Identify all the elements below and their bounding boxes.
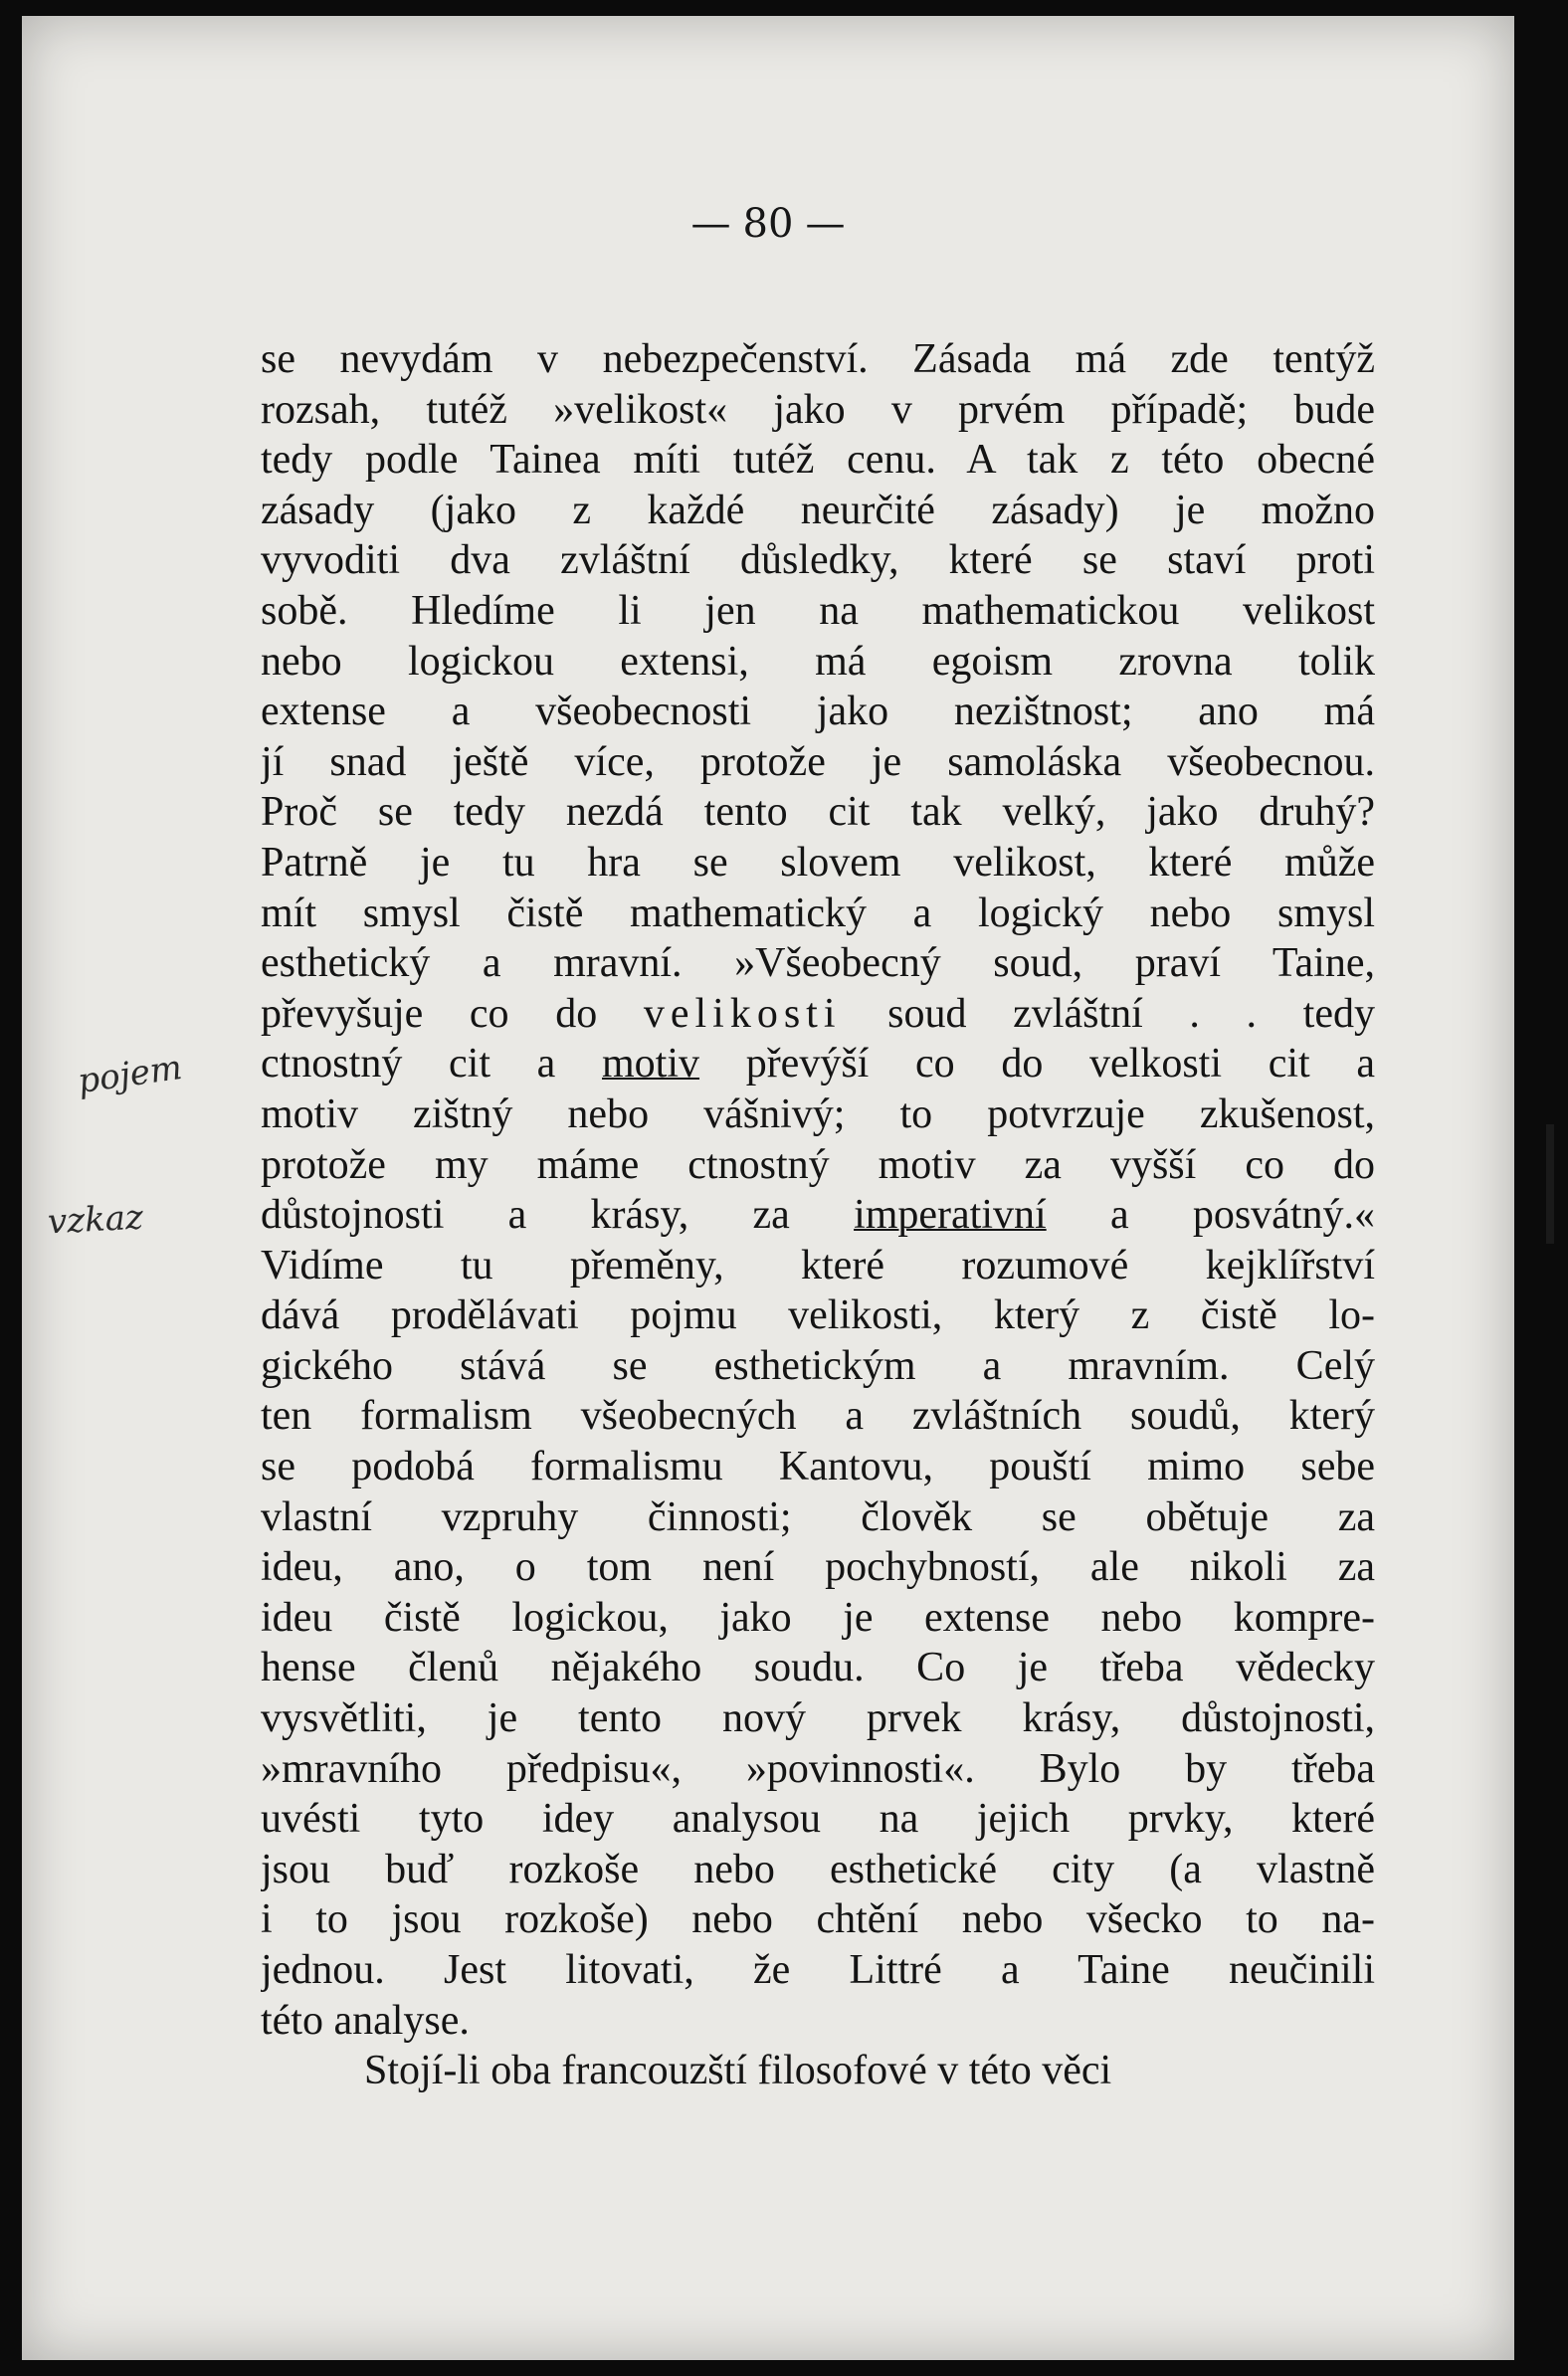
scan-edge-mark bbox=[1546, 1124, 1554, 1244]
text-line: se podobá formalismu Kantovu, pouští mimo sebe bbox=[261, 1444, 1375, 1490]
text-line: nebo logickou extensi, má egoism zrovna tolik bbox=[261, 638, 1375, 685]
text-line: ten formalism všeobecných a zvláštních soudů, který bbox=[261, 1393, 1375, 1440]
text-line: Patrně je tu hra se slovem velikost, které může bbox=[261, 839, 1375, 886]
text-line: dává prodělávati pojmu velikosti, který z čistě lo- bbox=[261, 1292, 1375, 1339]
page-number-dash-right: — bbox=[805, 201, 846, 247]
text-segment: převýší co do velkosti cit a bbox=[699, 1041, 1375, 1088]
page-number bbox=[22, 201, 1514, 247]
text-line bbox=[261, 1039, 1375, 1089]
text-line: Stojí-li oba francouzští filosofové v této věci bbox=[364, 2048, 1112, 2094]
text-line: této analyse. bbox=[261, 1997, 470, 2044]
text-line: vysvětliti, je tento nový prvek krásy, důstojnosti, bbox=[261, 1695, 1375, 1742]
text-line: uvésti tyto idey analysou na jejich prvky, které bbox=[261, 1796, 1375, 1843]
text-segment: a posvátný.« bbox=[1046, 1192, 1375, 1239]
text-line bbox=[261, 1190, 1375, 1241]
body-text bbox=[261, 334, 1375, 2096]
text-line: sobě. Hledíme li jen na mathematickou velikost bbox=[261, 587, 1375, 634]
text-line: vyvoditi dva zvláštní důsledky, které se staví proti bbox=[261, 537, 1375, 584]
text-line: extense a všeobecnosti jako nezištnost; ano má bbox=[261, 689, 1375, 735]
text-line: Proč se tedy nezdá tento cit tak velký, jako druhý? bbox=[261, 789, 1375, 836]
text-line: gického stává se esthetickým a mravním. Celý bbox=[261, 1342, 1375, 1389]
text-line: esthetický a mravní. »Všeobecný soud, praví Taine, bbox=[261, 940, 1375, 987]
margin-handwritten-note-2: vzkaz bbox=[47, 1197, 144, 1243]
text-line: rozsah, tutéž »velikost« jako v prvém případě; bude bbox=[261, 386, 1375, 433]
text-line: protože my máme ctnostný motiv za vyšší co do bbox=[261, 1141, 1375, 1188]
text-segment: ctnostný cit a bbox=[261, 1041, 602, 1088]
text-line: zásady (jako z každé neurčité zásady) je možno bbox=[261, 487, 1375, 533]
text-line: tedy podle Tainea míti tutéž cenu. A tak z této obecné bbox=[261, 437, 1375, 484]
text-line: jí snad ještě více, protože je samoláska všeobecnou. bbox=[261, 738, 1375, 785]
underlined-word: imperativní bbox=[854, 1192, 1047, 1239]
text-segment: důstojnosti a krásy, za bbox=[261, 1192, 855, 1239]
underlined-word: motiv bbox=[602, 1041, 700, 1088]
text-line: ideu, ano, o tom není pochybností, ale nikoli za bbox=[261, 1544, 1375, 1591]
text-line: hense členů nějakého soudu. Co je třeba vědecky bbox=[261, 1645, 1375, 1691]
text-line: mít smysl čistě mathematický a logický nebo smysl bbox=[261, 890, 1375, 936]
text-line: ideu čistě logickou, jako je extense nebo kompre- bbox=[261, 1594, 1375, 1641]
text-line: jsou buď rozkoše nebo esthetické city (a vlastně bbox=[261, 1846, 1375, 1892]
margin-handwritten-note-1: pojem bbox=[75, 1047, 185, 1102]
text-segment: převyšuje co do bbox=[261, 990, 644, 1037]
text-line: vlastní vzpruhy činnosti; člověk se obětuje za bbox=[261, 1493, 1375, 1540]
text-line: motiv zištný nebo vášnivý; to potvrzuje zkušenost, bbox=[261, 1090, 1375, 1137]
page-number-value: 80 bbox=[742, 201, 794, 247]
text-line: »mravního předpisu«, »povinnosti«. Bylo by třeba bbox=[261, 1745, 1375, 1792]
text-line: jednou. Jest litovati, že Littré a Taine neučinili bbox=[261, 1947, 1375, 1993]
text-line bbox=[261, 989, 1375, 1040]
text-line: i to jsou rozkoše) nebo chtění nebo všecko to na- bbox=[261, 1896, 1375, 1943]
text-line: Vidíme tu přeměny, které rozumové kejklířství bbox=[261, 1242, 1375, 1288]
text-segment: soud zvláštní . . tedy bbox=[841, 990, 1375, 1037]
text-line: se nevydám v nebezpečenství. Zásada má zde tentýž bbox=[261, 336, 1375, 382]
page-number-dash-left: — bbox=[690, 201, 731, 247]
book-page bbox=[22, 16, 1514, 2360]
spaced-emphasis: velikosti bbox=[643, 990, 842, 1037]
